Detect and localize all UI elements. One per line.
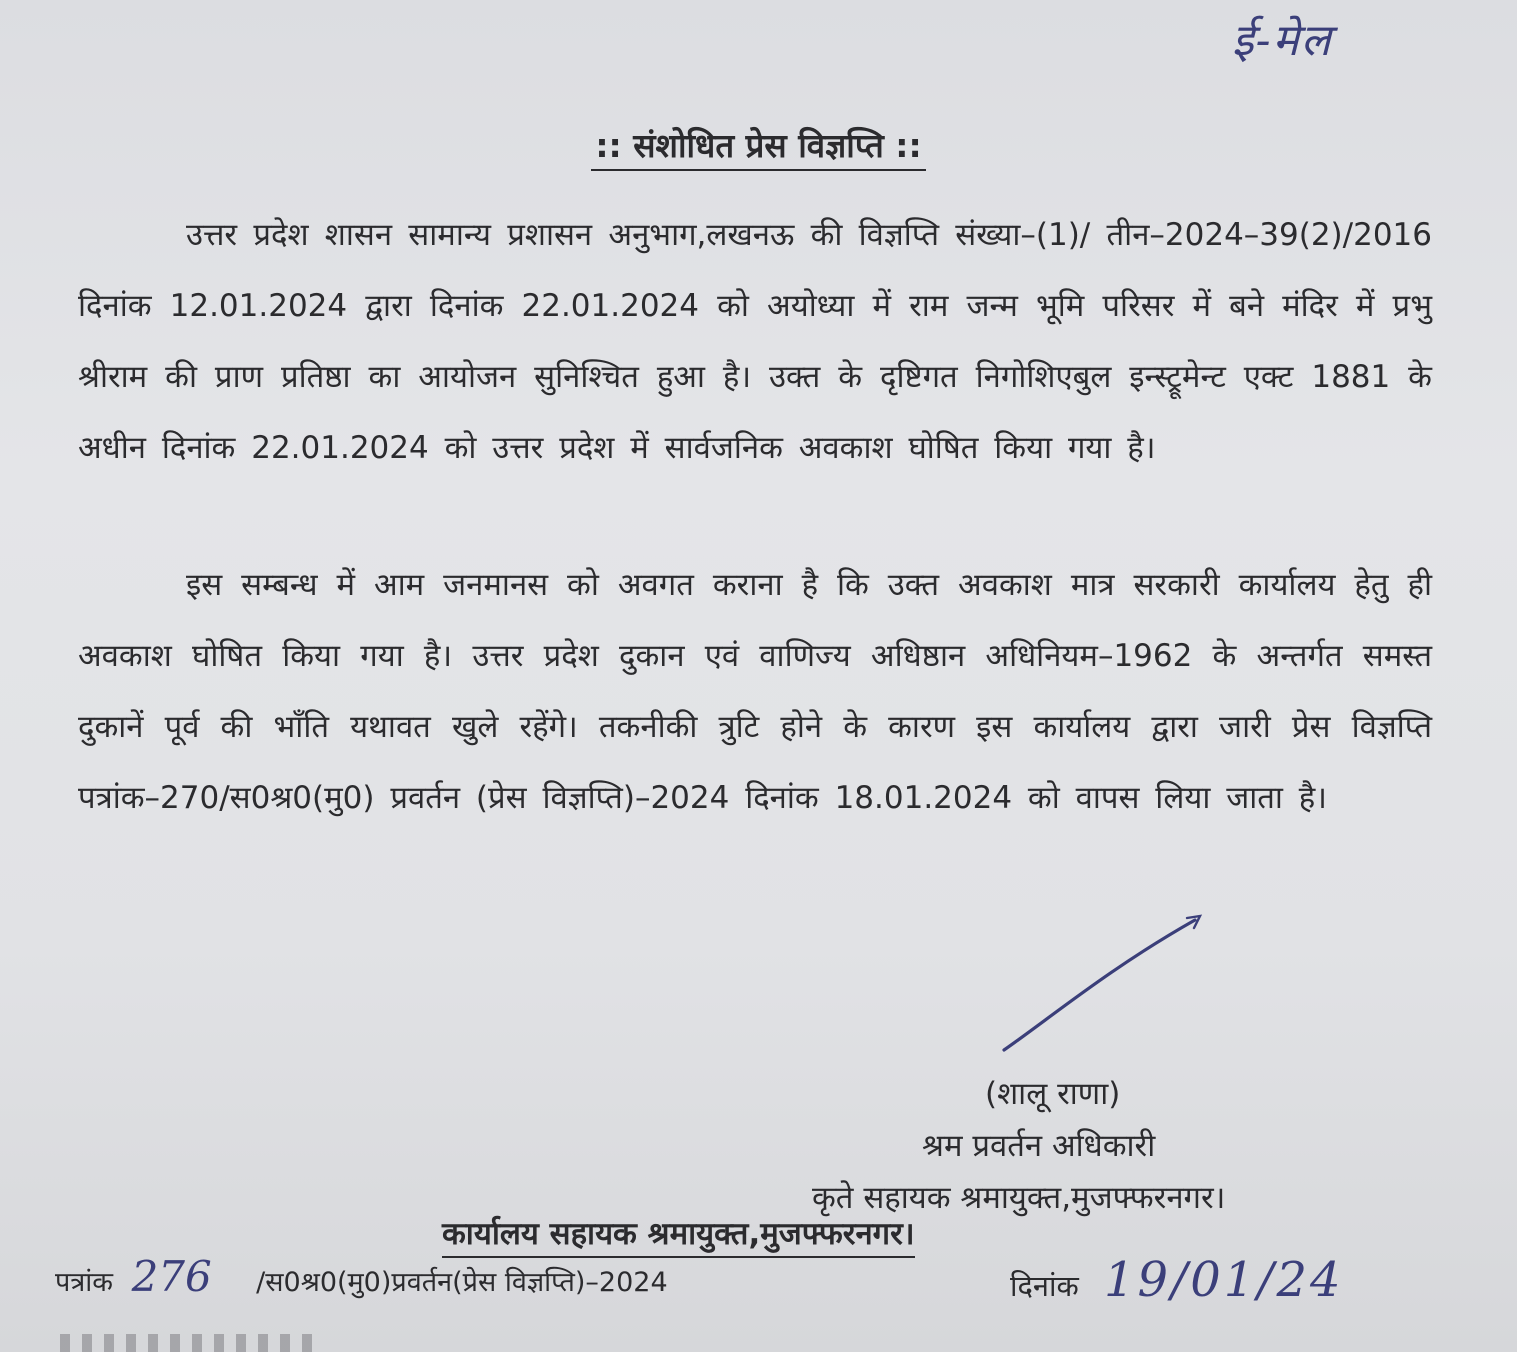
handwritten-note: ई-मेल bbox=[1232, 15, 1333, 66]
paragraph-1: उत्तर प्रदेश शासन सामान्य प्रशासन अनुभाग,लखनऊ की विज्ञप्ति संख्या–(1)/ तीन–2024–39(2)/2016 दिनांक 12.01.2024 द्वारा दिनांक 22.01.2024 को अयोध्या में राम जन्म भूमि परिसर में बने मंदिर में प्रभु श्रीराम की प्राण प्रतिष्ठा का आयोजन सुनिश्चित हुआ है। उक्त के दृष्टिगत निगोशिएबुल इन्स्ट्रूमेन्ट एक्ट 1881 के अधीन दिनांक 22.01.2024 को उत्तर प्रदेश में सार्वजनिक अवकाश घोषित किया गया है। bbox=[78, 217, 1432, 466]
cropped-text-line bbox=[60, 1334, 320, 1352]
signature-stroke bbox=[990, 908, 1220, 1058]
date-row bbox=[1010, 1252, 1344, 1308]
heading-text: :: संशोधित प्रेस विज्ञप्ति :: bbox=[591, 126, 925, 171]
signatory-name: (शालू राणा) bbox=[985, 1076, 1121, 1112]
document-heading bbox=[0, 122, 1517, 167]
office-title: कार्यालय सहायक श्रमायुक्त,मुजफ्फरनगर। bbox=[442, 1212, 915, 1258]
signatory-office: कृते सहायक श्रमायुक्त,मुजफ्फरनगर। bbox=[812, 1180, 1226, 1216]
paragraph-2: इस सम्बन्ध में आम जनमानस को अवगत कराना है कि उक्त अवकाश मात्र सरकारी कार्यालय हेतु ही अवकाश घोषित किया गया है। उत्तर प्रदेश दुकान एवं वाणिज्य अधिष्ठान अधिनियम–1962 के अन्तर्गत समस्त दुकानें पूर्व की भाँति यथावत खुले रहेंगे। तकनीकी त्रुटि होने के कारण इस कार्यालय द्वारा जारी प्रेस विज्ञप्ति पत्रांक–270/स0श्र0(मु0) प्रवर्तन (प्रेस विज्ञप्ति)–2024 दिनांक 18.01.2024 को वापस लिया जाता है। bbox=[78, 567, 1432, 816]
reference-row bbox=[55, 1252, 668, 1301]
reference-label: पत्रांक bbox=[55, 1267, 113, 1298]
signatory-designation: श्रम प्रवर्तन अधिकारी bbox=[922, 1128, 1156, 1164]
date-label: दिनांक bbox=[1010, 1269, 1079, 1303]
reference-suffix: /स0श्र0(मु0)प्रवर्तन(प्रेस विज्ञप्ति)–2024 bbox=[256, 1267, 668, 1298]
reference-number: 276 bbox=[131, 1252, 212, 1301]
date-value: 19/01/24 bbox=[1104, 1252, 1344, 1308]
